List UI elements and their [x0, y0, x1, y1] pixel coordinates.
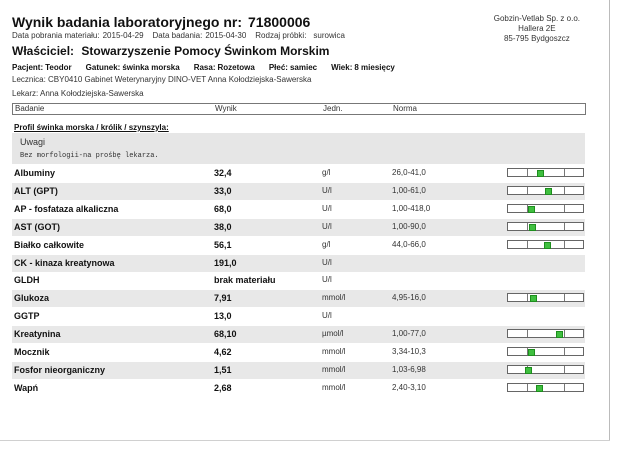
lab-street: Hallera 2E	[518, 24, 556, 33]
table-row	[12, 344, 585, 361]
test-name: Fosfor nieorganiczny	[14, 364, 106, 375]
result-marker	[544, 242, 551, 249]
test-name: Mocznik	[14, 347, 50, 357]
range-tick	[564, 205, 565, 212]
test-result: 56,1	[214, 239, 232, 250]
result-marker	[528, 206, 535, 213]
species-label: Gatunek:	[85, 63, 121, 72]
report-dates	[12, 31, 348, 40]
lab-info	[494, 14, 580, 44]
clinic-label: Lecznica:	[12, 75, 46, 84]
sample-type: surowica	[313, 31, 345, 40]
test-result: 4,62	[214, 347, 232, 357]
range-tick	[564, 330, 565, 337]
range-tick	[527, 384, 528, 391]
test-unit: mmol/l	[322, 364, 346, 374]
result-marker	[536, 385, 543, 392]
page-bottom-edge	[0, 440, 610, 441]
table-row	[12, 308, 585, 325]
test-unit: U/l	[322, 311, 332, 321]
range-tick	[564, 384, 565, 391]
range-tick	[527, 241, 528, 248]
age-label: Wiek:	[331, 63, 353, 72]
owner-label: Właściciel:	[12, 44, 75, 58]
reference-range-bar	[507, 186, 584, 195]
test-name: AP - fosfataza alkaliczna	[14, 203, 119, 214]
sex: samiec	[289, 63, 318, 72]
test-unit: µmol/l	[322, 329, 344, 339]
clinic-line	[12, 75, 311, 84]
patient-line	[12, 63, 397, 72]
test-unit: mmol/l	[322, 347, 346, 356]
page-edge	[609, 0, 610, 440]
test-norm: 26,0-41,0	[392, 168, 426, 177]
lab-city: 85-795 Bydgoszcz	[503, 34, 570, 43]
report-title	[12, 14, 310, 30]
table-row	[12, 272, 585, 289]
test-norm: 1,03-6,98	[392, 364, 426, 374]
test-norm: 1,00-90,0	[392, 221, 426, 231]
test-name: ALT (GPT)	[14, 185, 58, 196]
range-tick	[527, 294, 528, 301]
result-marker	[556, 331, 563, 338]
sample-date: 2015-04-29	[102, 31, 144, 40]
table-row	[12, 201, 585, 218]
test-result: 2,68	[214, 382, 232, 393]
table-row	[12, 362, 585, 379]
test-norm: 4,95-16,0	[392, 293, 426, 303]
range-tick	[527, 187, 528, 194]
test-name: Wapń	[14, 382, 39, 393]
test-result: 1,51	[214, 364, 232, 375]
test-result: 33,0	[214, 185, 232, 196]
reference-range-bar	[507, 293, 584, 302]
result-marker	[528, 349, 535, 356]
test-result: 38,0	[214, 221, 232, 232]
test-date-label: Data badania:	[152, 31, 203, 40]
test-result: 32,4	[214, 168, 232, 178]
test-norm: 1,00-77,0	[392, 329, 426, 339]
reference-range-bar	[507, 383, 584, 392]
test-name: Albuminy	[14, 168, 56, 178]
table-row	[12, 290, 585, 307]
table-row	[12, 219, 585, 236]
test-unit: g/l	[322, 168, 331, 177]
reference-range-bar	[507, 329, 584, 338]
lab-name: Gobzin-Vetlab Sp. z o.o.	[493, 14, 580, 23]
test-norm: 3,34-10,3	[392, 347, 426, 356]
range-tick	[527, 169, 528, 176]
vet-value: Anna Kołodziejska-Sawerska	[40, 89, 144, 98]
vet-label: Lekarz:	[12, 89, 39, 98]
test-unit: g/l	[322, 239, 331, 249]
table-row	[12, 237, 585, 254]
range-tick	[527, 330, 528, 337]
test-date: 2015-04-30	[205, 31, 247, 40]
test-result: 13,0	[214, 311, 232, 322]
range-tick	[564, 187, 565, 194]
range-tick	[564, 348, 565, 355]
test-unit: U/l	[322, 203, 332, 213]
test-norm: 1,00-418,0	[392, 203, 431, 213]
table-row	[12, 165, 585, 182]
age: 8 miesięcy	[354, 63, 395, 72]
sex-label: Płeć:	[268, 63, 288, 72]
owner-name: Stowarzyszenie Pomocy Świnkom Morskim	[81, 44, 330, 58]
reference-range-bar	[507, 168, 584, 177]
test-name: Glukoza	[14, 293, 50, 304]
test-unit: mmol/l	[322, 293, 346, 303]
test-result: 191,0	[214, 257, 237, 268]
test-norm: 2,40-3,10	[392, 382, 426, 392]
test-name: Kreatynina	[14, 329, 61, 340]
notes-box	[12, 133, 585, 164]
result-marker	[545, 188, 552, 195]
test-result: 7,91	[214, 293, 232, 304]
reference-range-bar	[507, 204, 584, 213]
test-name: GLDH	[14, 275, 40, 286]
breed: Rozetowa	[217, 63, 255, 72]
owner-line	[12, 44, 329, 58]
patient-name-label: Pacjent:	[12, 63, 44, 72]
test-name: AST (GOT)	[14, 221, 60, 232]
report-title-label: Wynik badania laboratoryjnego nr:	[12, 14, 243, 30]
patient-name: Teodor	[45, 63, 72, 72]
col-unit-header: Jedn.	[323, 104, 343, 113]
test-name: CK - kinaza kreatynowa	[14, 257, 115, 268]
test-unit: U/l	[322, 221, 332, 231]
table-row	[12, 380, 585, 397]
range-tick	[564, 169, 565, 176]
table-row	[12, 183, 585, 200]
result-marker	[525, 367, 532, 374]
clinic-value: CBY0410 Gabinet Weterynaryjny DINO-VET Anna Kołodziejska-Sawerska	[48, 75, 312, 84]
test-unit: U/l	[322, 257, 332, 267]
col-norm-header: Norma	[393, 104, 418, 113]
test-norm: 1,00-61,0	[392, 185, 426, 195]
reference-range-bar	[507, 347, 584, 356]
breed-label: Rasa:	[193, 63, 216, 72]
test-unit: U/l	[322, 185, 332, 195]
sample-type-label: Rodzaj próbki:	[255, 31, 307, 40]
vet-line	[12, 89, 144, 98]
report-number: 71800006	[248, 14, 311, 30]
table-row	[12, 326, 585, 343]
notes-text: Bez morfologii-na prośbę lekarza.	[20, 152, 159, 160]
range-tick	[564, 294, 565, 301]
test-unit: U/l	[322, 275, 332, 285]
range-tick	[564, 366, 565, 373]
test-result: 68,10	[214, 329, 237, 340]
reference-range-bar	[507, 365, 584, 374]
result-marker	[537, 170, 544, 177]
test-name: Białko całkowite	[14, 239, 85, 250]
table-header	[12, 103, 586, 115]
reference-range-bar	[507, 240, 584, 249]
species: świnka morska	[122, 63, 180, 72]
section-title: Profil świnka morska / królik / szynszyla:	[14, 123, 169, 132]
result-marker	[529, 224, 536, 231]
test-result: brak materiału	[214, 275, 276, 286]
range-tick	[564, 223, 565, 230]
range-tick	[564, 241, 565, 248]
test-name: GGTP	[14, 311, 40, 322]
table-row	[12, 255, 585, 272]
test-norm: 44,0-66,0	[392, 239, 426, 249]
range-tick	[527, 223, 528, 230]
test-result: 68,0	[214, 203, 232, 214]
sample-date-label: Data pobrania materiału:	[12, 31, 100, 40]
reference-range-bar	[507, 222, 584, 231]
result-marker	[530, 295, 537, 302]
notes-title: Uwagi	[20, 137, 46, 147]
test-unit: mmol/l	[322, 382, 346, 392]
col-result-header: Wynik	[215, 104, 237, 113]
col-test-header: Badanie	[15, 104, 45, 113]
